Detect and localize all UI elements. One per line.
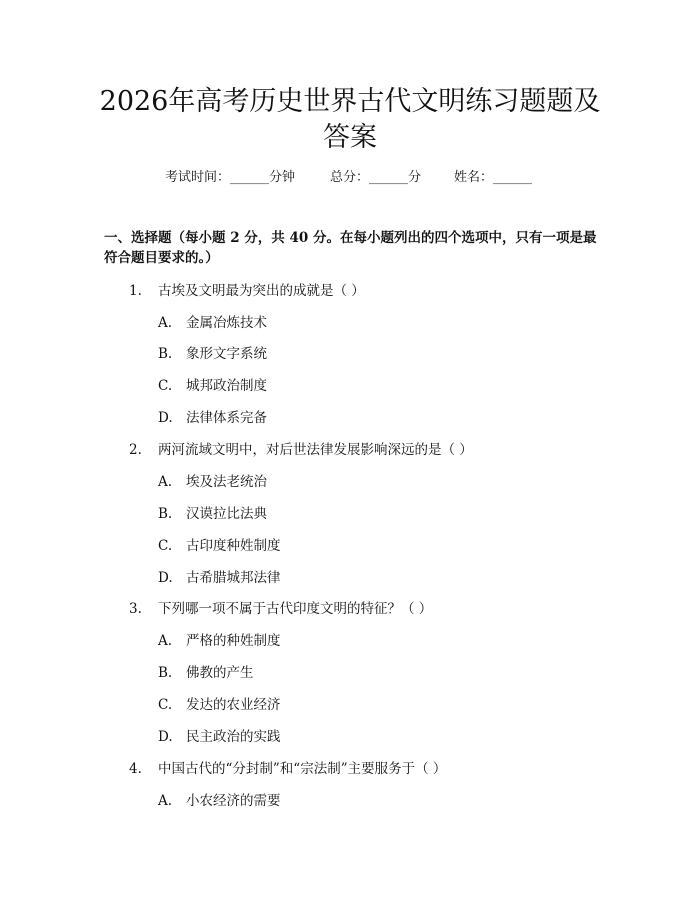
question-1-option-b xyxy=(158,344,578,364)
question-1-option-a xyxy=(158,313,578,333)
option-letter: C. xyxy=(158,538,173,554)
question-1 xyxy=(129,281,589,301)
option-text: 汉谟拉比法典 xyxy=(186,506,267,522)
option-text: 严格的种姓制度 xyxy=(186,633,281,649)
question-3-option-c xyxy=(158,695,578,715)
question-2-option-b xyxy=(158,504,578,524)
exam-time-field: 考试时间：______分钟 xyxy=(165,170,296,185)
option-text: 古印度种姓制度 xyxy=(186,538,281,554)
question-text: 两河流域文明中，对后世法律发展影响深远的是（ ） xyxy=(158,442,473,458)
question-number: 2. xyxy=(129,442,142,458)
question-2-option-a xyxy=(158,472,578,492)
option-letter: D. xyxy=(158,729,173,745)
question-4-option-a xyxy=(158,791,578,811)
option-letter: C. xyxy=(158,697,173,713)
option-text: 小农经济的需要 xyxy=(186,793,281,809)
option-text: 古希腊城邦法律 xyxy=(186,570,281,586)
option-letter: B. xyxy=(158,665,173,681)
option-text: 发达的农业经济 xyxy=(186,697,281,713)
option-text: 佛教的产生 xyxy=(186,665,254,681)
option-letter: B. xyxy=(158,346,173,362)
question-2-option-c xyxy=(158,536,578,556)
question-4 xyxy=(129,759,589,779)
question-text: 古埃及文明最为突出的成就是（ ） xyxy=(158,283,365,299)
question-3-option-a xyxy=(158,631,578,651)
option-text: 金属冶炼技术 xyxy=(186,315,267,331)
section-heading: 一、选择题（每小题 2 分，共 40 分。在每小题列出的四个选项中，只有一项是最符合题目要求的。） xyxy=(104,230,597,266)
option-letter: A. xyxy=(158,633,173,649)
question-text: 下列哪一项不属于古代印度文明的特征？（ ） xyxy=(158,601,433,617)
option-letter: A. xyxy=(158,315,173,331)
question-number: 1. xyxy=(129,283,142,299)
question-1-option-d xyxy=(158,408,578,428)
question-text: 中国古代的“分封制”和“宗法制”主要服务于（ ） xyxy=(158,761,447,777)
option-letter: C. xyxy=(158,378,173,394)
option-text: 象形文字系统 xyxy=(186,346,267,362)
option-text: 埃及法老统治 xyxy=(186,474,267,490)
question-3-option-b xyxy=(158,663,578,683)
option-letter: D. xyxy=(158,570,173,586)
option-letter: D. xyxy=(158,410,173,426)
total-score-field: 总分：______分 xyxy=(330,170,422,185)
option-text: 城邦政治制度 xyxy=(186,378,267,394)
question-2 xyxy=(129,440,589,460)
option-text: 民主政治的实践 xyxy=(186,729,281,745)
option-text: 法律体系完备 xyxy=(186,410,267,426)
document-title: 2026年高考历史世界古代文明练习题题及答案 xyxy=(99,86,601,153)
question-1-option-c xyxy=(158,376,578,396)
option-letter: A. xyxy=(158,474,173,490)
name-field: 姓名：______ xyxy=(454,170,533,185)
question-number: 3. xyxy=(129,601,142,617)
option-letter: B. xyxy=(158,506,173,522)
question-3 xyxy=(129,599,589,619)
question-3-option-d xyxy=(158,727,578,747)
question-number: 4. xyxy=(129,761,142,777)
option-letter: A. xyxy=(158,793,173,809)
question-2-option-d xyxy=(158,568,578,588)
